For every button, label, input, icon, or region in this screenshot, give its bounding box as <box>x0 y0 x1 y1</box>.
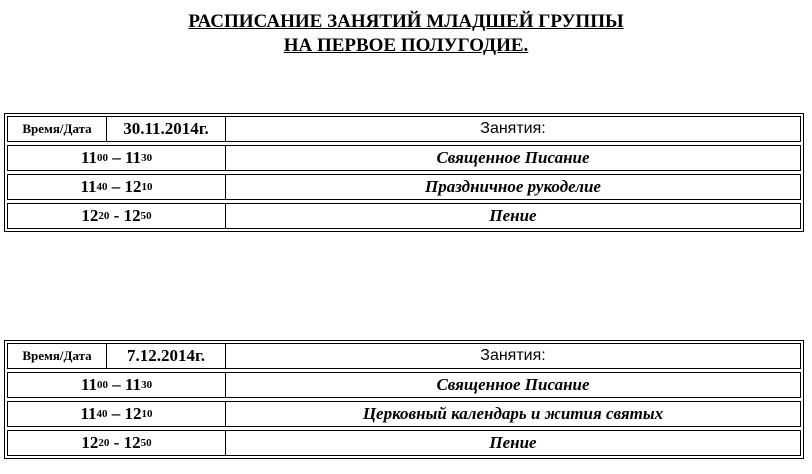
table-header-row <box>7 116 801 142</box>
schedule-table-2 <box>4 340 804 459</box>
table-row <box>7 372 801 398</box>
time-cell: 11 40 – 12 10 <box>8 175 226 199</box>
table-row <box>7 203 801 229</box>
title-line-2: НА ПЕРВОЕ ПОЛУГОДИЕ. <box>283 35 529 56</box>
table-row <box>7 145 801 171</box>
table-row <box>7 430 801 456</box>
title-line-1: РАСПИСАНИЕ ЗАНЯТИЙ МЛАДШЕЙ ГРУППЫ <box>188 11 624 32</box>
activity-cell: Праздничное рукоделие <box>425 177 601 196</box>
schedule-date: 30.11.2014г. <box>107 117 226 141</box>
activity-cell: Пение <box>489 433 537 452</box>
activity-cell: Пение <box>489 206 537 225</box>
page-title <box>0 10 812 58</box>
schedule-table-1 <box>4 113 804 232</box>
time-cell: 12 20 - 12 50 <box>8 204 226 228</box>
table-row <box>7 174 801 200</box>
activity-cell: Священное Писание <box>436 148 590 167</box>
time-date-label: Время/Дата <box>8 344 107 368</box>
schedule-date: 7.12.2014г. <box>107 344 226 368</box>
activities-header: Занятия: <box>480 120 546 137</box>
time-cell: 11 00 – 11 30 <box>8 146 226 170</box>
activity-cell: Церковный календарь и жития святых <box>362 404 664 423</box>
table-header-row <box>7 343 801 369</box>
activities-header: Занятия: <box>480 347 546 364</box>
time-cell: 12 20 - 12 50 <box>8 431 226 455</box>
activity-cell: Священное Писание <box>436 375 590 394</box>
time-cell: 11 00 – 11 30 <box>8 373 226 397</box>
table-row <box>7 401 801 427</box>
time-cell: 11 40 – 12 10 <box>8 402 226 426</box>
time-date-label: Время/Дата <box>8 117 107 141</box>
